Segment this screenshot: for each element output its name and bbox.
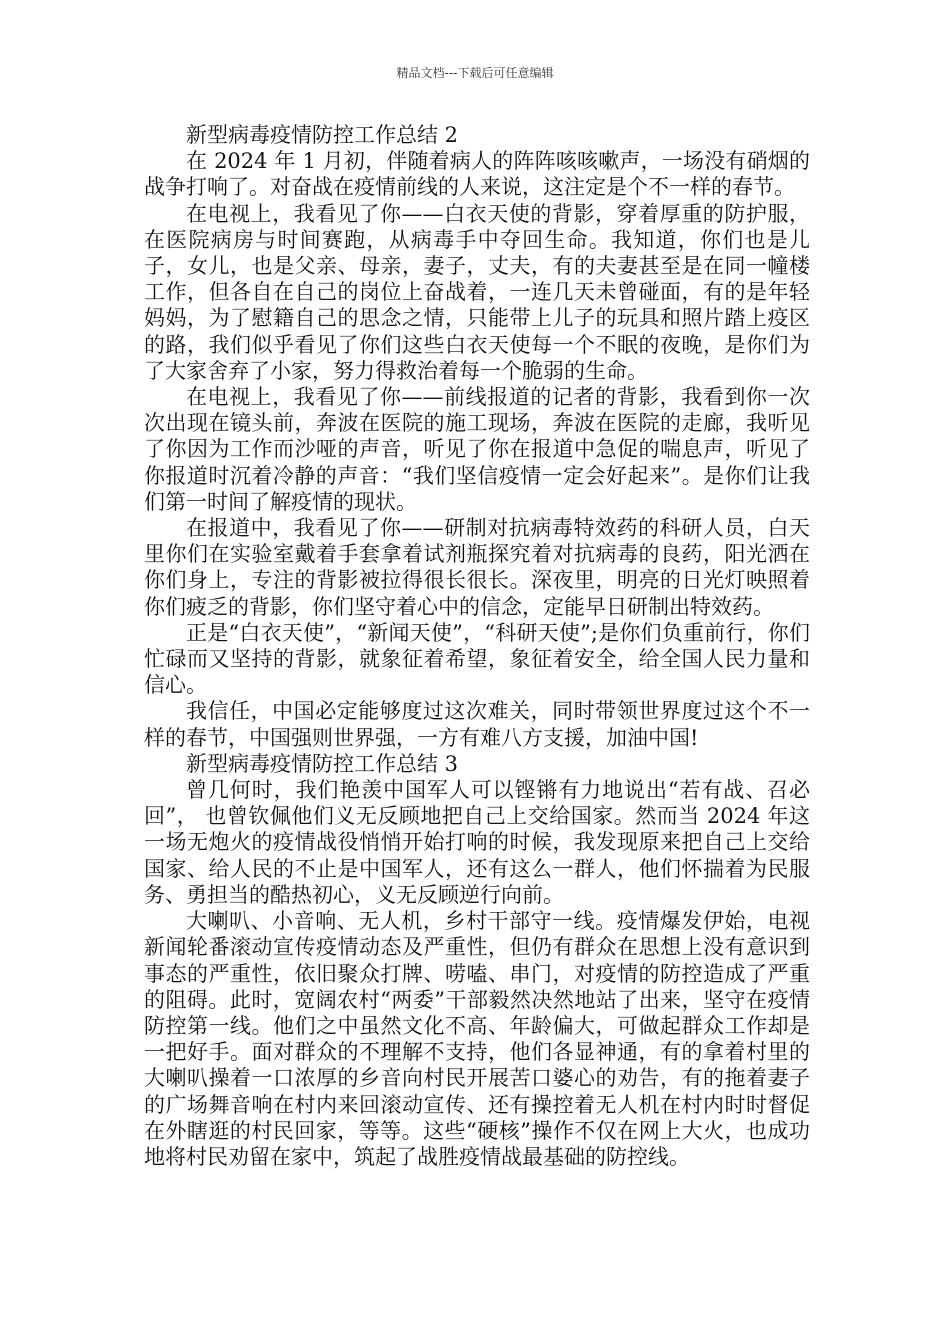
- section-title: 新型病毒疫情防控工作总结 3: [186, 751, 459, 776]
- document-body: [144, 122, 810, 1170]
- paragraph: 大喇叭、小音响、无人机，乡村干部守一线。疫情爆发伊始，电视新闻轮番滚动宣传疫情动态及严重性，但仍有群众在思想上没有意识到事态的严重性，依旧聚众打牌、唠嗑、串门，对疫情的防控造成了严重的阻碍。此时，宽阔农村“两委”干部毅然决然地站了出来，坚守在疫情防控第一线。他们之中虽然文化不高、年龄偏大，可做起群众工作却是一把好手。面对群众的不理解不支持，他们各显神通，有的拿着村里的大喇叭操着一口浓厚的乡音向村民开展苦口婆心的劝告，有的拖着妻子的广场舞音响在村内来回滚动宣传、还有操控着无人机在村内时时督促在外瞎逛的村民回家，等等。这些“硬核”操作不仅在网上大火，也成功地将村民劝留在家中，筑起了战胜疫情战最基础的防控线。: [144, 909, 810, 1169]
- paragraph: 在 2024 年 1 月初，伴随着病人的阵阵咳咳嗽声，一场没有硝烟的战争打响了。对奋战在疫情前线的人来说，这注定是个不一样的春节。: [144, 149, 810, 200]
- paragraph: 我信任，中国必定能够度过这次难关，同时带领世界度过这个不一样的春节，中国强则世界强，一方有难八方支援，加油中国!: [144, 699, 810, 750]
- paragraph: 正是“白衣天使”，“新闻天使”，“科研天使”;是你们负重前行，你们忙碌而又坚持的背影，就象征着希望，象征着安全，给全国人民力量和信心。: [144, 620, 810, 698]
- page-header: 精品文档---下载后可任意编辑: [396, 66, 554, 80]
- paragraph: 在报道中，我看见了你——研制对抗病毒特效药的科研人员，白天里你们在实验室戴着手套拿着试剂瓶探究着对抗病毒的良药，阳光洒在你们身上，专注的背影被拉得很长很长。深夜里，明亮的日光灯映照着你们疲乏的背影，你们坚守着心中的信念，定能早日研制出特效药。: [144, 516, 810, 619]
- section-title: 新型病毒疫情防控工作总结 2: [186, 123, 459, 147]
- paragraph: 在电视上，我看见了你——白衣天使的背影，穿着厚重的防护服，在医院病房与时间赛跑，从病毒手中夺回生命。我知道，你们也是儿子，女儿，也是父亲、母亲，妻子，丈夫，有的夫妻甚至是在同一幢楼工作，但各自在自己的岗位上奋战着，一连几天未曾碰面，有的是年轻妈妈，为了慰籍自己的思念之情，只能带上儿子的玩具和照片踏上疫区的路，我们似乎看见了你们这些白衣天使每一个不眠的夜晚，是你们为了大家舍弃了小家，努力得救治着每一个脆弱的生命。: [144, 201, 810, 383]
- paragraph: 在电视上，我看见了你——前线报道的记者的背影，我看到你一次次出现在镜头前，奔波在医院的施工现场，奔波在医院的走廊，我听见了你因为工作而沙哑的声音，听见了你在报道中急促的喘息声，听见了你报道时沉着冷静的声音：“我们坚信疫情一定会好起来”。是你们让我们第一时间了解疫情的现状。: [144, 385, 810, 514]
- paragraph: 曾几何时，我们艳羡中国军人可以铿锵有力地说出“若有战、召必回”， 也曾钦佩他们义无反顾地把自己上交给国家。然而当 2024 年这一场无炮火的疫情战役悄悄开始打响的时候，我发现原来把自己上交给国家、给人民的不止是中国军人，还有这么一群人，他们怀揣着为民服务、勇担当的酷热初心，义无反顾逆行向前。: [144, 778, 810, 907]
